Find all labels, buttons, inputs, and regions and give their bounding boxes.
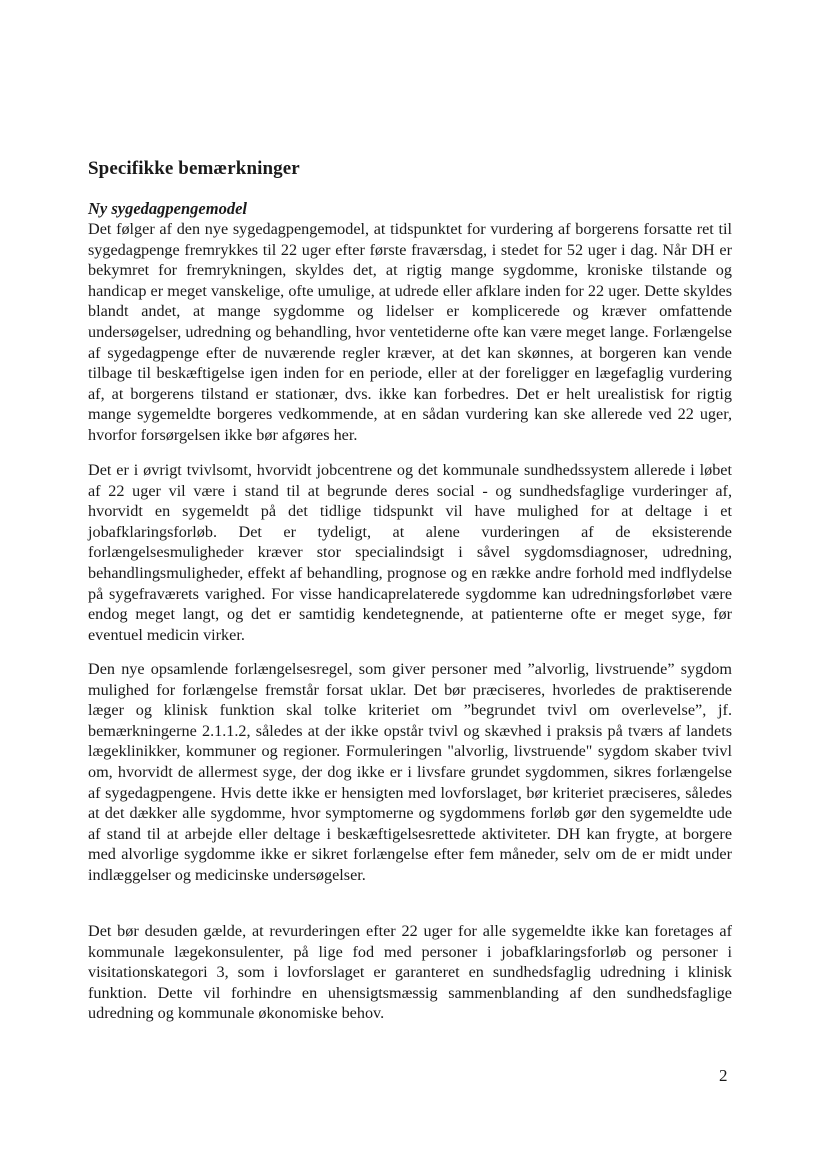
paragraph-2: Det er i øvrigt tvivlsomt, hvorvidt jobcentrene og det kommunale sundhedssystem allerede i løbet af 22 uger vil være i stand til at begrunde deres social - og sundhedsfaglige vurderinger af, hvorvidt en sygemeldt på det tidlige tidspunkt vil have mulighed for at deltage i et jobafklaringsforløb. Det er tydeligt, at alene vurderingen af de eksisterende forlængelsesmuligheder kræver stor specialindsigt i såvel sygdomsdiagnoser, udredning, behandlingsmuligheder, effekt af behandling, prognose og en række andre forhold med indflydelse på sygefraværets varighed. For visse handicaprelaterede sygdomme kan udredningsforløbet være endog meget langt, og det er samtidig kendetegnende, at patienterne ofte er meget syge, før eventuel medicin virker. (88, 461, 732, 644)
subsection-heading: Ny sygedagpengemodel (88, 199, 247, 218)
section-heading: Specifikke bemærkninger (88, 158, 300, 179)
paragraph-3: Den nye opsamlende forlængelsesregel, som giver personer med ”alvorlig, livstruende” sygdom mulighed for forlængelse fremstår forsat uklar. Det bør præciseres, hvorledes de praktiserende læger og klinisk funktion skal tolke kriteriet om ”begrundet tvivl om overlevelse”, jf. bemærkningerne 2.1.1.2, således at der ikke opstår tvivl og skævhed i praksis på tværs af landets lægeklinikker, kommuner og regioner. Formuleringen "alvorlig, livstruende" sygdom skaber tvivl om, hvorvidt de allermest syge, der dog ikke er i livsfare grundet sygdommen, sikres forlængelse af sygedagpengene. Hvis dette ikke er hensigten med lovforslaget, bør kriteriet præciseres, således at det dækker alle sygdomme, hvor symptomerne og sygdommens forløb gør den sygemeldte ude af stand til at arbejde eller deltage i beskæftigelsesrettede aktiviteter. DH kan frygte, at borgere med alvorlige sygdomme ikke er sikret forlængelse efter fem måneder, selv om de er midt under indlæggelser og medicinske undersøgelser. (88, 660, 732, 884)
paragraph-4: Det bør desuden gælde, at revurderingen efter 22 uger for alle sygemeldte ikke kan foretages af kommunale lægekonsulenter, på lige fod med personer i jobafklaringsforløb og personer i visitationskategori 3, som i lovforslaget er garanteret en sundhedsfaglig udredning i klinisk funktion. Dette vil forhindre en uhensigtsmæssig sammenblanding af den sundhedsfaglige udredning og kommunale økonomiske behov. (88, 922, 732, 1023)
page-number: 2 (719, 1066, 728, 1085)
paragraph-1: Det følger af den nye sygedagpengemodel, at tidspunktet for vurdering af borgerens forsatte ret til sygedagpenge fremrykkes til 22 uger efter første fraværsdag, i stedet for 52 uger i dag. Når DH er bekymret for fremrykningen, skyldes det, at rigtig mange sygdomme, kroniske tilstande og handicap er meget vanskelige, ofte umulige, at udrede eller afklare inden for 22 uger. Dette skyldes blandt andet, at mange sygdomme og lidelser er komplicerede og kræver omfattende undersøgelser, udredning og behandling, hvor ventetiderne ofte kan være meget lange. Forlængelse af sygedagpenge efter de nuværende regler kræver, at det kan skønnes, at borgeren kan vende tilbage til beskæftigelse igen inden for en periode, eller at der foreligger en lægefaglig vurdering af, at borgerens tilstand er stationær, dvs. ikke kan forbedres. Det er helt urealistisk for rigtig mange sygemeldte borgeres vedkommende, at en sådan vurdering kan ske allerede ved 22 uger, hvorfor forsørgelsen ikke bør afgøres her. (88, 220, 732, 444)
